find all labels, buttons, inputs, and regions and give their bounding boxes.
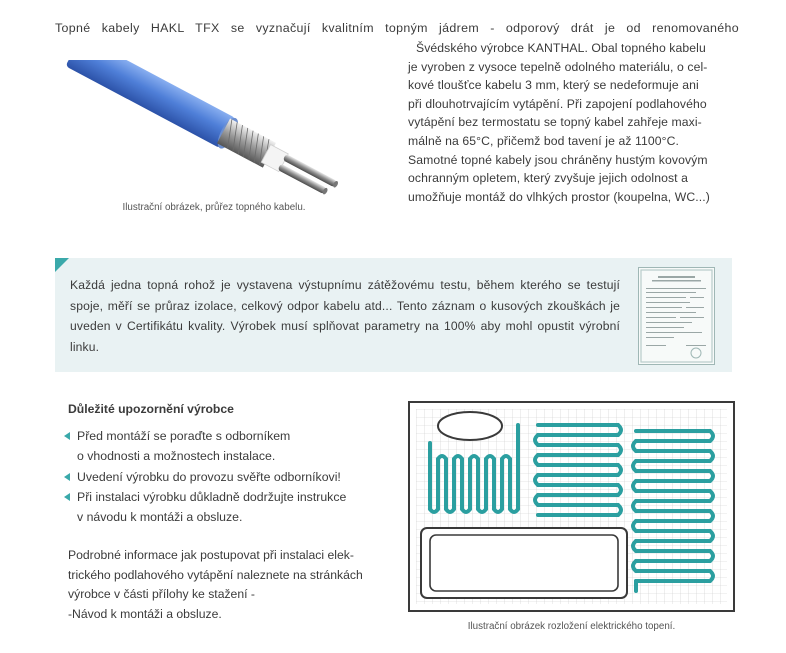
intro-line: umožňuje montáž do vlhkých prostor (koupelna, WC...) bbox=[408, 189, 710, 204]
cable-cross-section-icon bbox=[60, 60, 360, 210]
intro-line: kové tloušťce kabelu 3 mm, který se nedeformuje ani bbox=[408, 78, 699, 93]
intro-line: je vyroben z vysoce tepelně odolného materiálu, o cel- bbox=[408, 59, 708, 74]
info-line: Podrobné informace jak postupovat při instalaci elek- bbox=[68, 548, 354, 562]
warning-line: v návodu k montáži a obsluze. bbox=[77, 510, 243, 525]
warning-line: o vhodnosti a možnostech instalace. bbox=[77, 449, 276, 464]
intro-line: Samotné topné kabely jsou chráněny hustým kovovým bbox=[408, 152, 708, 167]
info-paragraph bbox=[68, 546, 398, 624]
cable-caption: Ilustrační obrázek, průřez topného kabelu. bbox=[122, 202, 306, 213]
triangle-bullet-icon bbox=[64, 432, 70, 440]
intro-first-line: Topné kabely HAKL TFX se vyznačují kvalitním topným jádrem - odporový drát je od renomovaného bbox=[55, 21, 739, 35]
list-item bbox=[62, 426, 392, 467]
list-item bbox=[62, 467, 392, 487]
warnings-list bbox=[62, 426, 392, 527]
intro-line: Švédského výrobce KANTHAL. Obal topného kabelu bbox=[416, 41, 706, 55]
info-line: trického podlahového vytápění naleznete na stránkách bbox=[68, 567, 363, 582]
corner-triangle-icon bbox=[55, 258, 69, 272]
intro-line: vytápění bez termostatu se topný kabel zahřeje maxi- bbox=[408, 115, 702, 130]
intro-line: ochranným opletem, který zvyšuje jejich odolnost a bbox=[408, 171, 689, 186]
layout-caption: Ilustrační obrázek rozložení elektrického topení. bbox=[467, 621, 676, 632]
intro-paragraph bbox=[408, 39, 730, 206]
quality-text: Každá jedna topná rohož je vystavena výstupnímu zátěžovému testu, během kterého se testují spoje, měří se průraz izolace, celkový odpor kabelu atd... Tento záznam o kusových zkouškách je uveden v Certifikátu kvality. Výrobek musí splňovat parametry na 100% aby mohl opustit výrobní linku. bbox=[70, 278, 620, 354]
warning-line: Při instalaci výrobku důkladně dodržujte instrukce bbox=[77, 489, 347, 504]
certificate-icon bbox=[638, 267, 715, 365]
list-item bbox=[62, 487, 392, 528]
intro-line: při dlouhotrvajícím vytápění. Při zapojení podlahového bbox=[408, 96, 707, 111]
triangle-bullet-icon bbox=[64, 493, 70, 501]
quality-box bbox=[55, 258, 732, 372]
heating-layout-plan-icon bbox=[408, 401, 735, 612]
warnings-title: Důležité upozornění výrobce bbox=[68, 402, 234, 416]
info-line: -Návod k montáži a obsluze. bbox=[68, 606, 222, 621]
intro-line: málně na 65°C, přičemž bod tavení je až 1100°C. bbox=[408, 133, 679, 148]
triangle-bullet-icon bbox=[64, 473, 70, 481]
info-line: výrobce v části přílohy ke stažení - bbox=[68, 587, 255, 602]
warning-line: Uvedení výrobku do provozu svěřte odborníkovi! bbox=[77, 469, 341, 484]
warning-line: Před montáží se poraďte s odborníkem bbox=[77, 429, 291, 443]
